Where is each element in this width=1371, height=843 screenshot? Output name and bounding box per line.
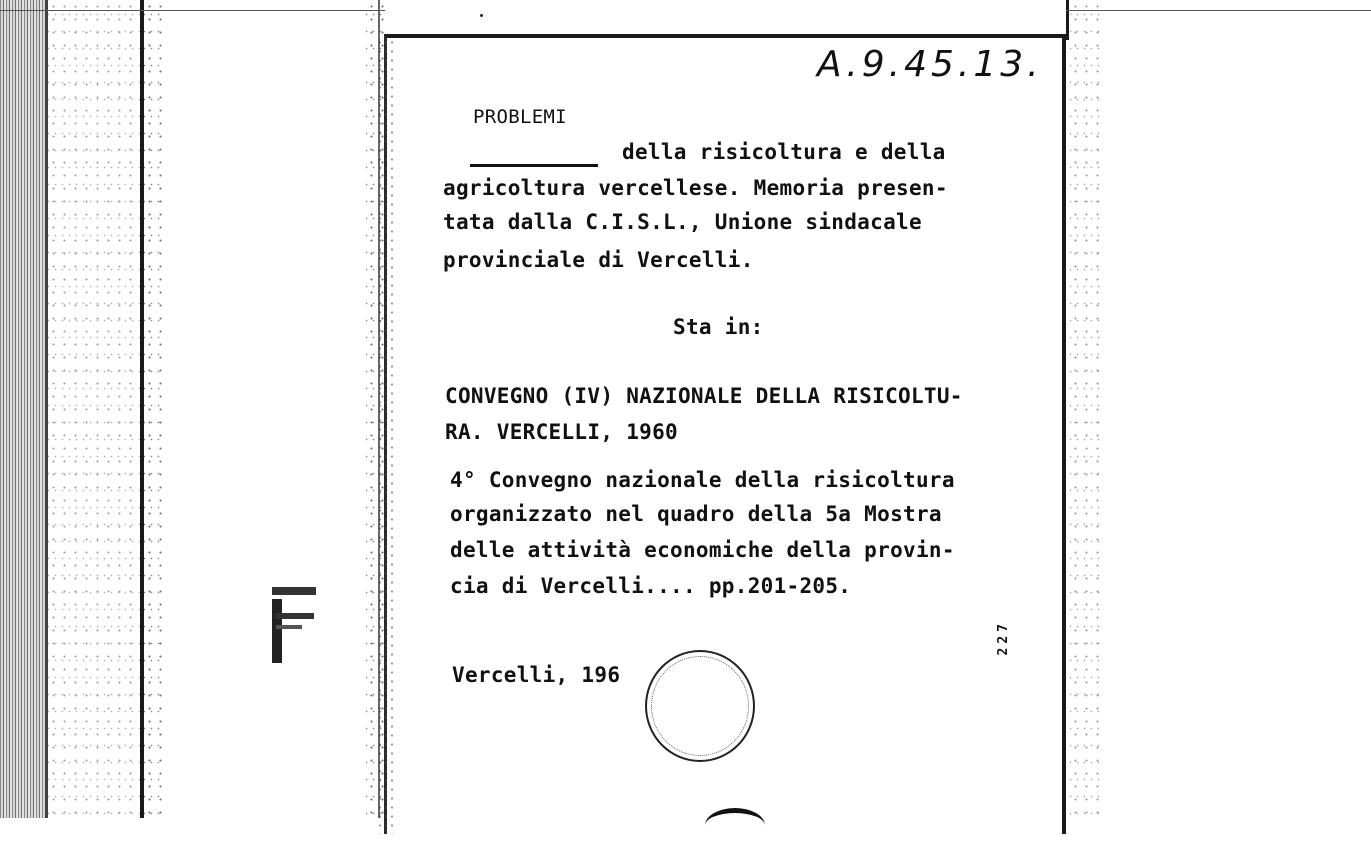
catalog-number: A.9.45.13. <box>817 44 1043 85</box>
title-line: tata dalla C.I.S.L., Unione sindacale <box>443 210 922 234</box>
side-number: 227 <box>996 620 1011 656</box>
bottom-arc-mark <box>705 808 765 843</box>
sta-in-label: Sta in: <box>673 315 764 339</box>
description-line: 4° Convegno nazionale della risicoltura <box>450 468 955 492</box>
noise-band <box>144 0 164 818</box>
card-heading: PROBLEMI <box>473 106 567 128</box>
series-line: RA. VERCELLI, 1960 <box>445 420 678 444</box>
noise-band <box>1070 0 1100 818</box>
noise-band <box>48 0 143 818</box>
card-edge-noise <box>377 38 393 834</box>
heading-repeat-dash <box>470 164 598 167</box>
scan-top-line <box>0 10 385 11</box>
circle-stamp-icon <box>645 650 755 762</box>
f-stamp-icon <box>270 585 318 663</box>
title-line: della risicoltura e della <box>622 140 946 164</box>
scan-edge-strip <box>0 0 48 818</box>
title-line: agricoltura vercellese. Memoria presen- <box>443 176 948 200</box>
scan-divider-line <box>1066 0 1069 40</box>
series-line: CONVEGNO (IV) NAZIONALE DELLA RISICOLTU- <box>445 384 963 408</box>
description-line: delle attività economiche della provin- <box>450 538 955 562</box>
scan-top-line <box>1066 10 1371 11</box>
title-line: provinciale di Vercelli. <box>443 248 754 272</box>
description-line: cia di Vercelli.... pp.201-205. <box>450 574 852 598</box>
scan-dot <box>480 14 483 17</box>
description-line: organizzato nel quadro della 5a Mostra <box>450 502 942 526</box>
imprint-line: Vercelli, 196 <box>452 663 621 687</box>
